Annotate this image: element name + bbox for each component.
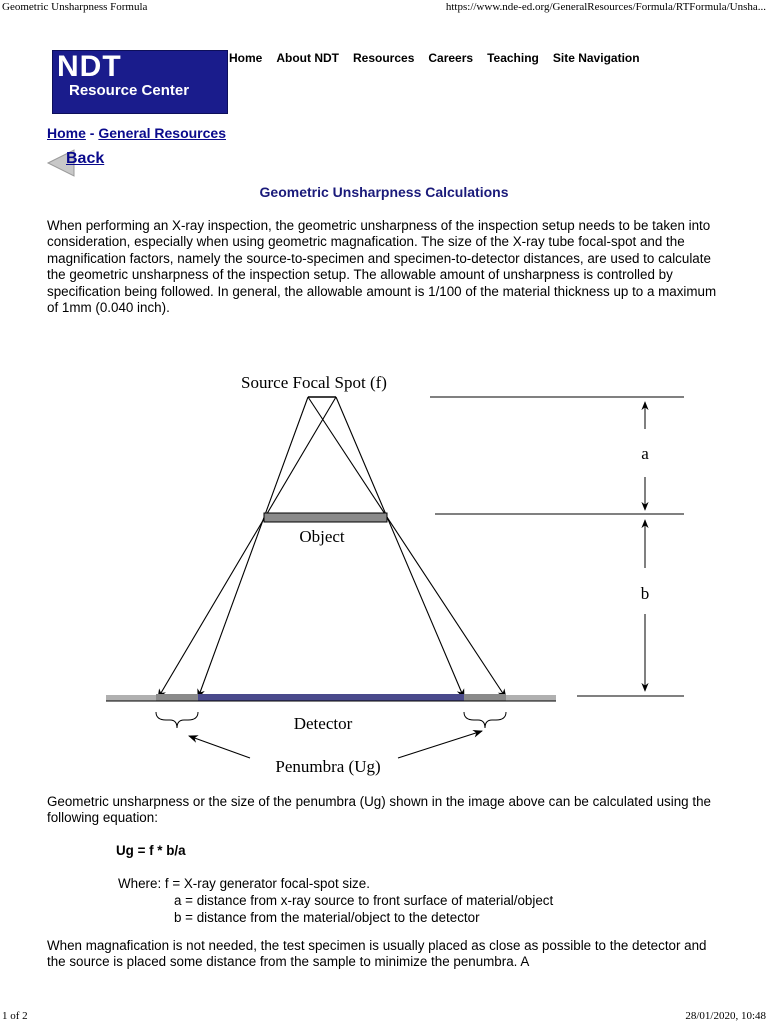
logo-resource-center-text: Resource Center [69, 82, 190, 99]
explanation-paragraph: Geometric unsharpness or the size of the penumbra (Ug) shown in the image above can be calculated using the following equation: [47, 794, 711, 826]
variable-definitions [118, 875, 553, 926]
ray-left-inner [198, 397, 308, 698]
penumbra-label: Penumbra (Ug) [275, 757, 381, 776]
back-button[interactable] [46, 149, 122, 177]
ray-right-outer [308, 397, 506, 698]
print-header-title: Geometric Unsharpness Formula [2, 1, 148, 13]
geometric-unsharpness-diagram [0, 360, 768, 780]
breadcrumb-home-link[interactable]: Home [47, 125, 86, 141]
print-header-url: https://www.nde-ed.org/GeneralResources/Formula/RTFormula/Unsha... [445, 1, 766, 13]
closing-paragraph: When magnafication is not needed, the test specimen is usually placed as close as possible to the detector and the source is placed some distance from the sample to minimize the penumbra. A [47, 938, 707, 970]
nav-home[interactable]: Home [229, 51, 263, 65]
detector-label: Detector [293, 714, 353, 733]
back-label: Back [66, 150, 105, 167]
breadcrumb [47, 125, 226, 141]
penumbra-brace-left [156, 712, 198, 728]
nav-site-navigation[interactable]: Site Navigation [552, 51, 640, 65]
definition-b: b = distance from the material/object to the detector [174, 910, 480, 925]
nav-resources[interactable]: Resources [353, 51, 415, 65]
dimension-a-label: a [641, 444, 649, 463]
ray-right-inner [336, 397, 464, 698]
detector-penumbra-left [156, 694, 198, 701]
detector-penumbra-right [464, 694, 506, 701]
nav-teaching[interactable]: Teaching [487, 51, 539, 65]
source-focal-spot-label: Source Focal Spot (f) [241, 373, 387, 392]
unsharpness-equation: Ug = f * b/a [116, 843, 186, 858]
nav-about-ndt[interactable]: About NDT [276, 51, 339, 65]
ndt-logo[interactable] [52, 50, 228, 114]
penumbra-brace-right [464, 712, 506, 728]
object-label: Object [299, 527, 345, 546]
intro-paragraph: When performing an X-ray inspection, the geometric unsharpness of the inspection setup needs to be taken into consideration, especially when using geometric magnafication. The size of the X-ray tube focal-spot and the magnification factors, namely the source-to-specimen and specimen-to-detector distances, are used to calculate the geometric unsharpness of the inspection setup. The allowable amount of unsharpness is controlled by specification being followed. In general, the allowable amount is 1/100 of the material thickness up to a maximum of 1mm (0.040 inch). [47, 218, 717, 316]
print-footer-datetime: 28/01/2020, 10:48 [685, 1010, 766, 1022]
penumbra-arrow-left [189, 736, 250, 758]
top-nav [229, 51, 640, 65]
print-footer-page: 1 of 2 [2, 1010, 28, 1022]
definition-a: a = distance from x-ray source to front surface of material/object [174, 893, 554, 908]
breadcrumb-general-resources-link[interactable]: General Resources [98, 125, 226, 141]
page-title: Geometric Unsharpness Calculations [259, 184, 509, 200]
nav-careers[interactable]: Careers [428, 51, 474, 65]
dimension-b-label: b [640, 584, 650, 603]
object-bar [264, 513, 387, 522]
breadcrumb-separator: - [85, 125, 99, 141]
penumbra-arrow-right [398, 731, 482, 758]
ray-left-outer [158, 397, 336, 698]
detector-umbra [198, 694, 464, 701]
logo-ndt-text: NDT [57, 50, 122, 83]
definition-f: Where: f = X-ray generator focal-spot size. [118, 876, 370, 891]
